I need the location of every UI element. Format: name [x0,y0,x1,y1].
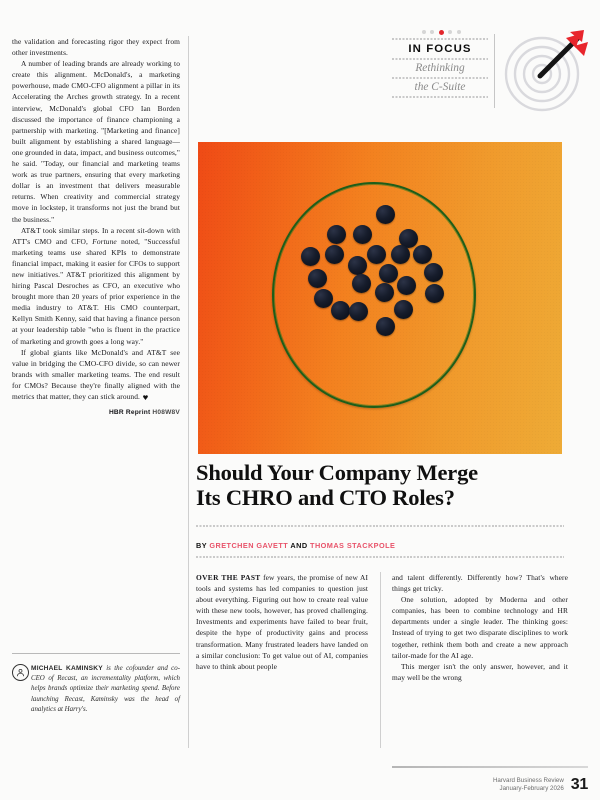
illustration-dot [367,245,386,264]
target-with-arrow-icon [500,26,596,118]
page-number: 31 [570,776,588,793]
author-bio-text [12,664,180,715]
illustration-dot [331,301,350,320]
illustration-dot [376,205,395,224]
author-bio-name: MICHAEL KAMINSKY [31,665,103,672]
illustration-dot [349,302,368,321]
paragraph: This merger isn't the only answer, however, and it may well be the wrong [392,661,568,682]
illustration-dot [391,245,410,264]
hero-illustration [198,142,562,454]
header-vertical-divider [494,34,495,108]
illustration-dot [325,245,344,264]
illustration-dot [353,225,372,244]
dot [457,30,461,34]
page-title [196,460,568,510]
publication-issue: January-February 2026 [499,785,564,792]
dot [422,30,426,34]
paragraph-final [12,347,180,402]
illustration-dot [375,283,394,302]
illustration-dot [376,317,395,336]
paragraph: A number of leading brands are already working to create this alignment. McDonald's, a marketing powerhouse, made CMO-CFO alignment a pillar in its Accelerating the Arches growth strategy. In a recent interview, McDonald's global CFO Ian Borden discussed the importance of finance championing a partnership with marketing. "[Marketing and finance] built alignment by establishing a shared language—one grounded in data, impact, and business outcomes," he said. "Today, our financial and marketing teams work as true partners, ensuring that every marketing dollar is an investment that delivers measurable returns. When creativity and commercial strategy move in lockstep, it transforms not just the brand but the business." [12,59,180,224]
dot-active [439,30,444,35]
page-footer [392,776,588,794]
hairline [392,77,488,79]
reprint-line [12,407,180,418]
reprint-code: H08W8V [152,409,180,417]
feature-body-column-2 [392,572,568,683]
illustration-dot [327,225,346,244]
byline-author-2[interactable]: THOMAS STACKPOLE [310,541,396,550]
green-circle-outline [272,182,476,408]
byline-conjunction: AND [290,541,308,550]
divider-rule [12,653,180,654]
paragraph: the validation and forecasting rigor they expect from other investments. [12,37,180,58]
footer-rule [392,766,588,768]
paragraph-text: If global giants like McDonald's and AT&T see value in bridging the CMO-CFO divide, so can newer brands with smaller marketing teams. The end result for CMOs? Because they're finally aligned with the metrics that matter, they can stick around. [12,347,180,401]
author-bio [12,664,180,715]
illustration-dot [394,300,413,319]
illustration-dot [308,269,327,288]
headline-rule [196,525,564,527]
headline-line-1: Should Your Company Merge [196,460,478,485]
illustration-dot [413,245,432,264]
reprint-label: HBR Reprint [108,409,151,417]
end-mark-icon [143,395,148,400]
lead-in-text: OVER THE PAST [196,573,261,582]
progress-dots [392,30,488,35]
byline-prefix: BY [196,541,207,550]
in-focus-subtitle-2: the C-Suite [414,80,466,93]
illustration-dot [348,256,367,275]
byline [196,541,568,550]
illustration-dot [379,264,398,283]
headline-line-2: Its CHRO and CTO Roles? [196,485,455,510]
illustration-dot [314,289,333,308]
paragraph [196,572,368,672]
feature-body-column-1 [196,572,368,672]
illustration-dot [352,274,371,293]
continued-article-column [12,36,180,418]
illustration-dot [425,284,444,303]
paragraph: and talent differently. Differently how? That's where things get tricky. [392,573,568,594]
hairline [392,96,488,98]
byline-rule [196,556,564,558]
paragraph: One solution, adopted by Moderna and other companies, has been to combine technology and HR departments under a single leader. The thinking goes: Instead of trying to get two disparate disciplines to work together, rethink them both and create a new approach tailor-made for the AI age. [392,595,568,660]
hairline [392,38,488,40]
paragraph: AT&T took similar steps. In a recent sit-down with ATT's CMO and CFO, Fortune noted, "Successful marketing teams use shared KPIs to demonstrate financial impact, making it easier for CFOs to support new initiatives." AT&T prioritized this alignment by hiring Pascal Desroches as CFO, an executive who brought more than 20 years of prior experience in the media industry to AT&T. His CMO counterpart, Kellyn Smith Kenny, said that having a finance person at your leadership table "who is fluent in the practice of marketing and growth goes a long way." [12,225,180,346]
column-divider [188,36,189,748]
hairline [392,58,488,60]
in-focus-kicker: IN FOCUS [408,42,472,55]
illustration-dot [397,276,416,295]
in-focus-header [392,30,488,100]
paragraph-text: few years, the promise of new AI tools and systems has led companies to question just about everything. Figuring out how to create real value with these new tools, however, has proved challenging. Investments and experiments have failed to bear fruit, despite the hype of productivity gains and process transformation. Many frustrated leaders have landed on a similar conclusion: To get value out of AI, companies have to think about people [196,573,369,671]
author-bio-description: is the cofounder and co-CEO of Recast, an incrementality platform, which helps brands optimize their marketing spend. Before launching Recast, Kaminsky was the head of analytics at Harry's. [31,665,180,713]
illustration-dot [424,263,443,282]
illustration-dot [301,247,320,266]
column-divider [380,572,381,748]
publication-name: Harvard Business Review [492,777,564,785]
dot [430,30,434,34]
dot [448,30,452,34]
byline-author-1[interactable]: GRETCHEN GAVETT [209,541,289,550]
in-focus-subtitle-1: Rethinking [415,61,465,74]
publication-info [493,777,564,792]
